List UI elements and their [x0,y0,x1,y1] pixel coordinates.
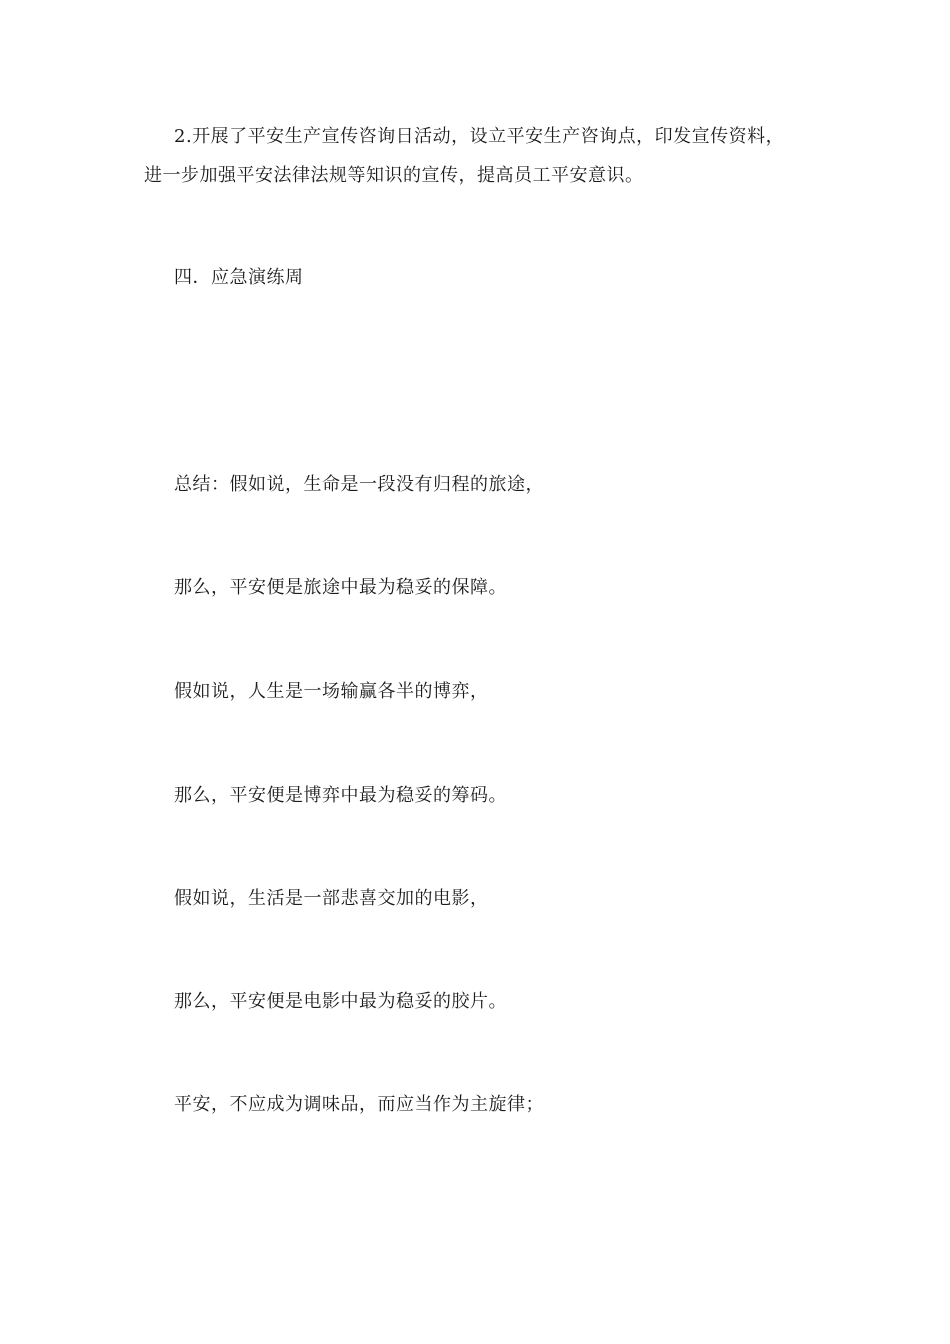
summary-line: 假如说，生活是一部悲喜交加的电影， [174,888,489,909]
paragraph-2-line-1: 2.开展了平安生产宣传咨询日活动，设立平安生产咨询点，印发宣传资料， [174,126,785,147]
section-heading: 四．应急演练周 [174,267,304,288]
summary-line: 假如说，人生是一场输赢各半的博弈， [174,681,489,702]
summary-line: 那么，平安便是旅途中最为稳妥的保障。 [174,577,507,598]
summary-line: 平安，不应成为调味品，而应当作为主旋律； [174,1094,544,1115]
paragraph-2-line-2: 进一步加强平安法律法规等知识的宣传，提高员工平安意识。 [144,165,644,186]
summary-line: 那么，平安便是博弈中最为稳妥的筹码。 [174,785,507,806]
summary-line: 那么，平安便是电影中最为稳妥的胶片。 [174,991,507,1012]
summary-line: 总结：假如说，生命是一段没有归程的旅途， [174,474,544,495]
